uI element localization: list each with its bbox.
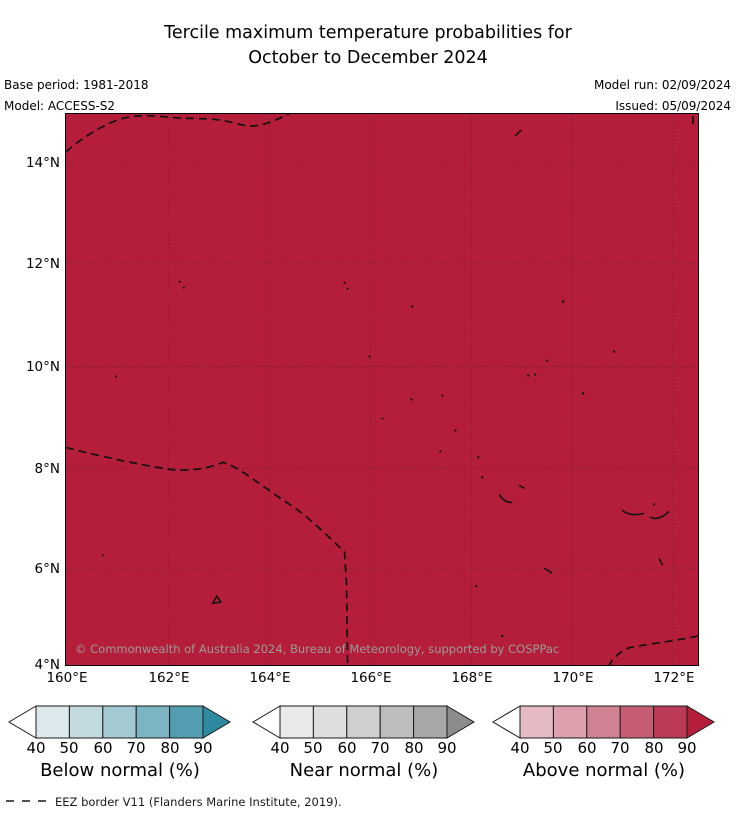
page-title-line1: Tercile maximum temperature probabilities for [164, 23, 572, 43]
island-marks [102, 130, 669, 637]
y-axis-tick: 10°N [25, 359, 60, 375]
legend-tick: 60 [93, 739, 113, 757]
x-axis-tick: 164°E [249, 670, 291, 686]
x-axis-tick: 162°E [148, 670, 190, 686]
legend-colorbar [8, 705, 232, 739]
issued-text: Issued: 05/09/2024 [615, 99, 731, 113]
legend-tick: 90 [677, 739, 697, 757]
legend-segment [553, 706, 586, 738]
copyright-text: © Commonwealth of Australia 2024, Bureau of Meteorology, supported by COSPPac [75, 642, 560, 656]
graticule-gridlines [66, 114, 698, 665]
x-axis-tick: 160°E [46, 670, 88, 686]
legend-segment [414, 706, 447, 738]
legend-tick: 70 [126, 739, 146, 757]
legend-segment [380, 706, 413, 738]
eez-footer [6, 795, 342, 809]
legend-tick: 90 [193, 739, 213, 757]
legend-segment [520, 706, 553, 738]
legend-segment [170, 706, 203, 738]
legend-left-arrow [9, 706, 36, 738]
legend-tick: 50 [543, 739, 563, 757]
y-axis-tick: 8°N [34, 461, 60, 477]
legend-tick: 70 [610, 739, 630, 757]
legend-tick: 50 [59, 739, 79, 757]
legend-right-arrow [447, 706, 474, 738]
meta-right [594, 75, 731, 117]
x-axis-tick: 172°E [653, 670, 695, 686]
y-axis-tick: 4°N [34, 657, 60, 673]
legend-tick: 40 [510, 739, 530, 757]
base-period-text: Base period: 1981-2018 [4, 78, 149, 92]
eez-border-path [66, 114, 698, 665]
legend-near-normal [252, 705, 476, 793]
legend-segment [36, 706, 69, 738]
page-title-line2: October to December 2024 [248, 47, 488, 68]
legend-tick: 80 [160, 739, 180, 757]
eez-line-sample-icon [6, 798, 48, 804]
legend-colorbar [492, 705, 716, 739]
legend-segment [69, 706, 102, 738]
legend-left-arrow [253, 706, 280, 738]
legend-colorbar [252, 705, 476, 739]
legend-tick: 50 [303, 739, 323, 757]
y-axis-tick: 6°N [34, 561, 60, 577]
legend-segment [654, 706, 687, 738]
legend-segment [136, 706, 169, 738]
page-title [0, 21, 736, 70]
legend-title: Above normal (%) [522, 760, 686, 781]
legend-title: Below normal (%) [40, 760, 200, 781]
legend-tick: 80 [404, 739, 424, 757]
y-axis-tick: 12°N [25, 256, 60, 272]
legend-segment [313, 706, 346, 738]
model-run-text: Model run: 02/09/2024 [593, 78, 731, 92]
legend-tick: 40 [270, 739, 290, 757]
y-axis-tick: 14°N [25, 155, 60, 171]
x-axis-tick: 170°E [552, 670, 594, 686]
legend-right-arrow [687, 706, 714, 738]
legend-segment [280, 706, 313, 738]
legend-title: Near normal (%) [289, 760, 439, 781]
legend-tick: 60 [337, 739, 357, 757]
map-overlay-svg [66, 114, 698, 665]
model-text: Model: ACCESS-S2 [4, 99, 116, 113]
legend-tick: 90 [437, 739, 457, 757]
map-panel [65, 113, 699, 666]
x-axis-tick: 166°E [350, 670, 392, 686]
legend-right-arrow [203, 706, 230, 738]
legend-segment [587, 706, 620, 738]
legend-segment [620, 706, 653, 738]
legend-tick: 80 [644, 739, 664, 757]
legend-below-normal [8, 705, 232, 793]
legend-tick: 70 [370, 739, 390, 757]
legend-left-arrow [493, 706, 520, 738]
legend-segment [103, 706, 136, 738]
x-axis-tick: 168°E [451, 670, 493, 686]
legend-segment [347, 706, 380, 738]
eez-footer-text: EEZ border V11 (Flanders Marine Institute, 2019). [55, 795, 342, 809]
legend-above-normal [492, 705, 716, 793]
meta-left [4, 75, 149, 117]
legend-tick: 60 [577, 739, 597, 757]
legend-tick: 40 [26, 739, 46, 757]
